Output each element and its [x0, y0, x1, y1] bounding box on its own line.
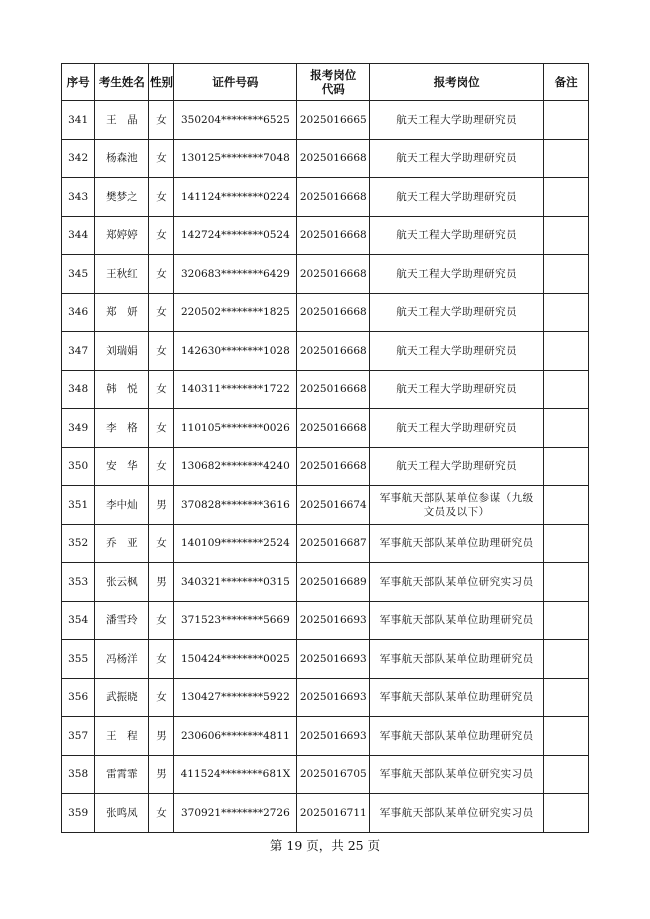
- cell-code: 2025016693: [297, 678, 370, 717]
- cell-post: 航天工程大学助理研究员: [370, 332, 544, 371]
- cell-id: 220502********1825: [174, 293, 297, 332]
- cell-id: 130427********5922: [174, 678, 297, 717]
- cell-no: 341: [62, 101, 95, 140]
- cell-name: 张云枫: [95, 563, 149, 602]
- cell-gender: 男: [149, 717, 174, 756]
- table-row: [62, 524, 589, 563]
- cell-id: 370921********2726: [174, 794, 297, 833]
- table-row: [62, 332, 589, 371]
- cell-no: 344: [62, 216, 95, 255]
- cell-gender: 女: [149, 255, 174, 294]
- cell-id: 130125********7048: [174, 139, 297, 178]
- cell-gender: 女: [149, 178, 174, 217]
- cell-note: [544, 447, 589, 486]
- cell-id: 350204********6525: [174, 101, 297, 140]
- cell-no: 359: [62, 794, 95, 833]
- cell-code: 2025016668: [297, 409, 370, 448]
- cell-id: 130682********4240: [174, 447, 297, 486]
- cell-gender: 男: [149, 563, 174, 602]
- table-row: [62, 755, 589, 794]
- cell-no: 356: [62, 678, 95, 717]
- cell-name: 刘瑞娟: [95, 332, 149, 371]
- cell-code: 2025016693: [297, 601, 370, 640]
- cell-code: 2025016687: [297, 524, 370, 563]
- cell-gender: 女: [149, 794, 174, 833]
- cell-post: 军事航天部队某单位助理研究员: [370, 601, 544, 640]
- cell-code: 2025016705: [297, 755, 370, 794]
- cell-note: [544, 755, 589, 794]
- cell-id: 340321********0315: [174, 563, 297, 602]
- table-row: [62, 101, 589, 140]
- cell-code: 2025016693: [297, 640, 370, 679]
- cell-name: 李 格: [95, 409, 149, 448]
- table-row: [62, 216, 589, 255]
- header-post: 报考岗位: [370, 64, 544, 101]
- cell-post: 航天工程大学助理研究员: [370, 178, 544, 217]
- cell-id: 141124********0224: [174, 178, 297, 217]
- cell-gender: 女: [149, 640, 174, 679]
- page-footer: 第 19 页，共 25 页: [269, 838, 381, 853]
- cell-name: 冯杨洋: [95, 640, 149, 679]
- cell-code: 2025016668: [297, 255, 370, 294]
- cell-no: 347: [62, 332, 95, 371]
- cell-name: 杨森池: [95, 139, 149, 178]
- cell-post: 航天工程大学助理研究员: [370, 370, 544, 409]
- cell-gender: 女: [149, 447, 174, 486]
- cell-gender: 女: [149, 101, 174, 140]
- cell-name: 安 华: [95, 447, 149, 486]
- cell-note: [544, 293, 589, 332]
- cell-no: 358: [62, 755, 95, 794]
- table-body: [62, 101, 589, 833]
- cell-post: 军事航天部队某单位助理研究员: [370, 678, 544, 717]
- cell-id: 371523********5669: [174, 601, 297, 640]
- cell-name: 王 晶: [95, 101, 149, 140]
- cell-note: [544, 524, 589, 563]
- table-row: [62, 717, 589, 756]
- cell-name: 郑婷婷: [95, 216, 149, 255]
- cell-note: [544, 640, 589, 679]
- cell-name: 樊梦之: [95, 178, 149, 217]
- cell-note: [544, 409, 589, 448]
- cell-note: [544, 101, 589, 140]
- table-row: [62, 178, 589, 217]
- cell-gender: 女: [149, 409, 174, 448]
- table-row: [62, 255, 589, 294]
- header-gender: 性别: [149, 64, 174, 101]
- table-row: [62, 640, 589, 679]
- header-note: 备注: [544, 64, 589, 101]
- cell-note: [544, 216, 589, 255]
- cell-name: 韩 悦: [95, 370, 149, 409]
- cell-id: 320683********6429: [174, 255, 297, 294]
- cell-code: 2025016711: [297, 794, 370, 833]
- cell-post: 军事航天部队某单位助理研究员: [370, 640, 544, 679]
- cell-code: 2025016668: [297, 293, 370, 332]
- cell-gender: 女: [149, 524, 174, 563]
- cell-gender: 女: [149, 139, 174, 178]
- cell-code: 2025016665: [297, 101, 370, 140]
- cell-id: 142630********1028: [174, 332, 297, 371]
- cell-code: 2025016668: [297, 216, 370, 255]
- table-row: [62, 601, 589, 640]
- cell-no: 352: [62, 524, 95, 563]
- cell-note: [544, 563, 589, 602]
- cell-code: 2025016674: [297, 486, 370, 525]
- cell-no: 351: [62, 486, 95, 525]
- cell-note: [544, 370, 589, 409]
- cell-name: 李中灿: [95, 486, 149, 525]
- cell-note: [544, 178, 589, 217]
- cell-id: 230606********4811: [174, 717, 297, 756]
- cell-code: 2025016668: [297, 370, 370, 409]
- cell-post: 航天工程大学助理研究员: [370, 409, 544, 448]
- cell-post: 军事航天部队某单位助理研究员: [370, 524, 544, 563]
- table-row: [62, 409, 589, 448]
- table-row: [62, 293, 589, 332]
- header-name: 考生姓名: [95, 64, 149, 101]
- cell-post: 军事航天部队某单位助理研究员: [370, 717, 544, 756]
- candidate-table: [61, 63, 589, 833]
- cell-post: 航天工程大学助理研究员: [370, 447, 544, 486]
- cell-id: 140311********1722: [174, 370, 297, 409]
- cell-note: [544, 678, 589, 717]
- cell-code: 2025016668: [297, 139, 370, 178]
- cell-code: 2025016693: [297, 717, 370, 756]
- cell-id: 140109********2524: [174, 524, 297, 563]
- cell-id: 110105********0026: [174, 409, 297, 448]
- cell-gender: 男: [149, 755, 174, 794]
- cell-code: 2025016689: [297, 563, 370, 602]
- cell-code: 2025016668: [297, 447, 370, 486]
- cell-name: 王秋红: [95, 255, 149, 294]
- cell-gender: 男: [149, 486, 174, 525]
- cell-name: 张鸣凤: [95, 794, 149, 833]
- cell-post: 军事航天部队某单位参谋（九级文员及以下）: [370, 486, 544, 525]
- cell-gender: 女: [149, 678, 174, 717]
- cell-gender: 女: [149, 332, 174, 371]
- cell-gender: 女: [149, 370, 174, 409]
- cell-note: [544, 255, 589, 294]
- cell-name: 潘雪玲: [95, 601, 149, 640]
- cell-no: 357: [62, 717, 95, 756]
- cell-no: 350: [62, 447, 95, 486]
- table-header-row: [62, 64, 589, 101]
- cell-name: 雷霄霏: [95, 755, 149, 794]
- cell-no: 353: [62, 563, 95, 602]
- cell-post: 军事航天部队某单位研究实习员: [370, 563, 544, 602]
- cell-id: 142724********0524: [174, 216, 297, 255]
- cell-post: 军事航天部队某单位研究实习员: [370, 755, 544, 794]
- cell-code: 2025016668: [297, 332, 370, 371]
- header-no: 序号: [62, 64, 95, 101]
- cell-name: 武振晓: [95, 678, 149, 717]
- cell-no: 354: [62, 601, 95, 640]
- cell-code: 2025016668: [297, 178, 370, 217]
- cell-no: 355: [62, 640, 95, 679]
- table-row: [62, 794, 589, 833]
- cell-gender: 女: [149, 293, 174, 332]
- cell-no: 342: [62, 139, 95, 178]
- cell-post: 航天工程大学助理研究员: [370, 293, 544, 332]
- cell-post: 航天工程大学助理研究员: [370, 139, 544, 178]
- cell-id: 150424********0025: [174, 640, 297, 679]
- cell-note: [544, 332, 589, 371]
- table-row: [62, 447, 589, 486]
- cell-note: [544, 601, 589, 640]
- header-id: 证件号码: [174, 64, 297, 101]
- table-row: [62, 370, 589, 409]
- table-row: [62, 563, 589, 602]
- cell-note: [544, 139, 589, 178]
- cell-name: 王 程: [95, 717, 149, 756]
- cell-id: 411524********681X: [174, 755, 297, 794]
- cell-gender: 女: [149, 601, 174, 640]
- cell-no: 345: [62, 255, 95, 294]
- cell-note: [544, 794, 589, 833]
- cell-post: 航天工程大学助理研究员: [370, 255, 544, 294]
- cell-no: 346: [62, 293, 95, 332]
- cell-note: [544, 486, 589, 525]
- table-row: [62, 139, 589, 178]
- cell-note: [544, 717, 589, 756]
- cell-gender: 女: [149, 216, 174, 255]
- cell-name: 郑 妍: [95, 293, 149, 332]
- cell-id: 370828********3616: [174, 486, 297, 525]
- table-row: [62, 486, 589, 525]
- cell-no: 348: [62, 370, 95, 409]
- cell-name: 乔 亚: [95, 524, 149, 563]
- header-code: 报考岗位代码: [297, 64, 370, 101]
- table-row: [62, 678, 589, 717]
- cell-no: 343: [62, 178, 95, 217]
- cell-post: 军事航天部队某单位研究实习员: [370, 794, 544, 833]
- cell-no: 349: [62, 409, 95, 448]
- cell-post: 航天工程大学助理研究员: [370, 216, 544, 255]
- cell-post: 航天工程大学助理研究员: [370, 101, 544, 140]
